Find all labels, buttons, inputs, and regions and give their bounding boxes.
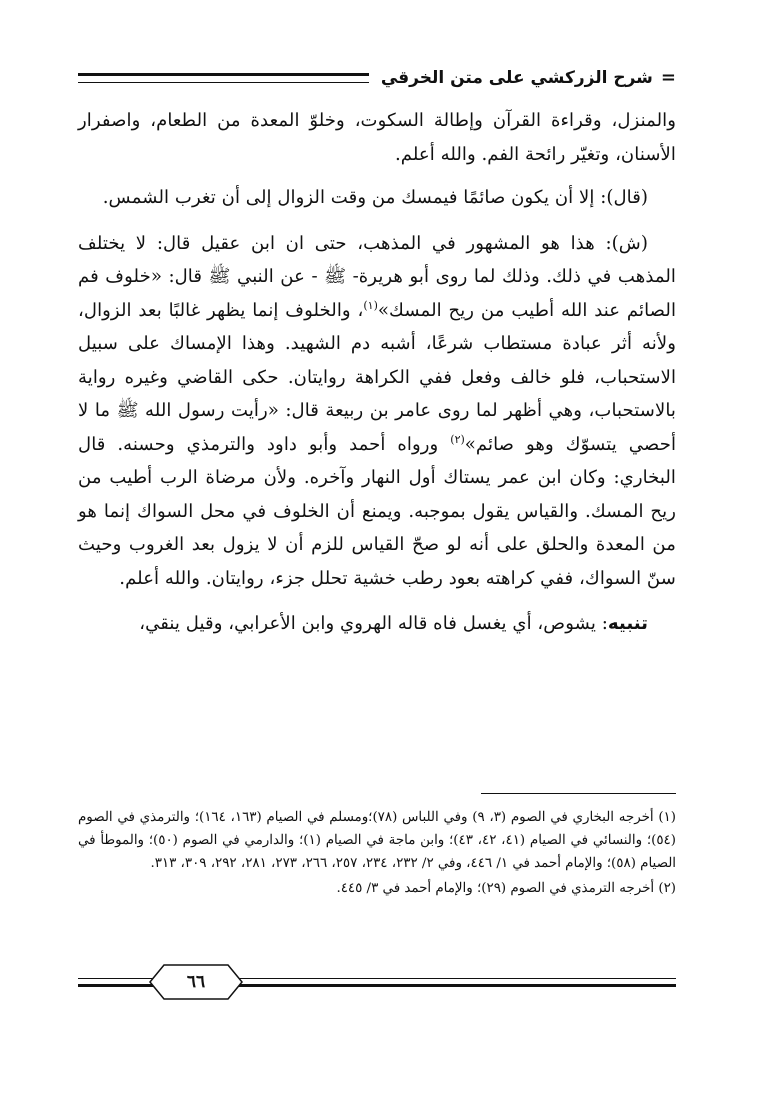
header-rule [78,73,369,83]
book-title: شرح الزركشي على متن الخرقي [380,68,653,88]
footnotes [78,806,676,902]
footnote-separator [481,793,676,794]
page-number-frame [136,962,256,1002]
paragraph-3-text-b: ، والخلوف إنما يظهر غالبًا بعد الزوال، ولأنه أثر عبادة مستطاب شرعًا، أشبه دم الشهيد. وهذا الإمساك على سبيل الاستحباب، فلو خالف وفعل ففي الكراهة روايتان. حكى القاضي وغيره رواية بالاستحباب، وهي أظهر لما روى عامر بن ربيعة قال: «رأيت رسول الله ﷺ ما لا أحصي يتسوّك وهو صائم» [78,299,677,455]
footnote-ref-1: (١) [363,298,378,312]
footnote-ref-2: (٢) [450,432,465,446]
page-number: ٦٦ [186,972,206,992]
paragraph-4 [78,607,676,641]
footnote-1: (١) أخرجه البخاري في الصوم (٣، ٩) وفي اللباس (٧٨)؛ومسلم في الصيام (١٦٣، ١٦٤)؛ والترمذي في الصوم (٥٤)؛ والنسائي في الصيام (٤١، ٤٢، ٤٣)؛ وابن ماجة في الصيام (١)؛ والدارمي في الصوم (٥٠)؛ والموطأ في الصيام (٥٨)؛ والإمام أحمد في ١/ ٤٤٦، وفي ٢/ ٢٣٢، ٢٣٤، ٢٥٧، ٢٦٦، ٢٧٣، ٢٨١، ٢٩٢، ٣٠٩، ٣١٣. [78,810,676,871]
paragraph-3-text-a: (ش): هذا هو المشهور في المذهب، حتى ان ابن عقيل قال: لا يختلف المذهب في ذلك. وذلك لما روى أبو هريرة- ﷺ - عن النبي ﷺ قال: «خلوف فم الصائم عند الله أطيب من ريح المسك» [78,232,677,321]
main-text [78,104,676,653]
note-text: : يشوص، أي يغسل فاه قاله الهروي وابن الأعرابي، وقيل ينقي، [139,613,608,634]
paragraph-3-text-c: ورواه أحمد وأبو داود والترمذي وحسنه. قال البخاري: وكان ابن عمر يستاك أول النهار وآخره. ولأن مرضاة الرب أطيب من ريح المسك. والقياس يقول بموجبه. ويمنع أن الخلوف في محل السواك إنما هو من المعدة والحلق على أنه لو صحّ القياس للزم أن لا يزول بعد الغروب وحيث سنّ السواك، ففي كراهته بعود رطب خشية تحلل جزء، روايتان. والله أعلم. [78,433,676,589]
header-mark: = [660,67,676,88]
book-page [78,60,676,1060]
note-label: تنبيه [607,613,648,634]
paragraph-2: (قال): إلا أن يكون صائمًا فيمسك من وقت الزوال إلى أن تغرب الشمس. [102,187,648,208]
running-header [78,60,676,96]
paragraph-1: والمنزل، وقراءة القرآن وإطالة السكوت، وخلوّ المعدة من الطعام، واصفرار الأسنان، وتغيّر رائحة الفم. والله أعلم. [78,110,676,165]
paragraph-3 [78,227,676,596]
footnote-2: (٢) أخرجه الترمذي في الصوم (٢٩)؛ والإمام أحمد في ٣/ ٤٤٥. [336,881,676,896]
